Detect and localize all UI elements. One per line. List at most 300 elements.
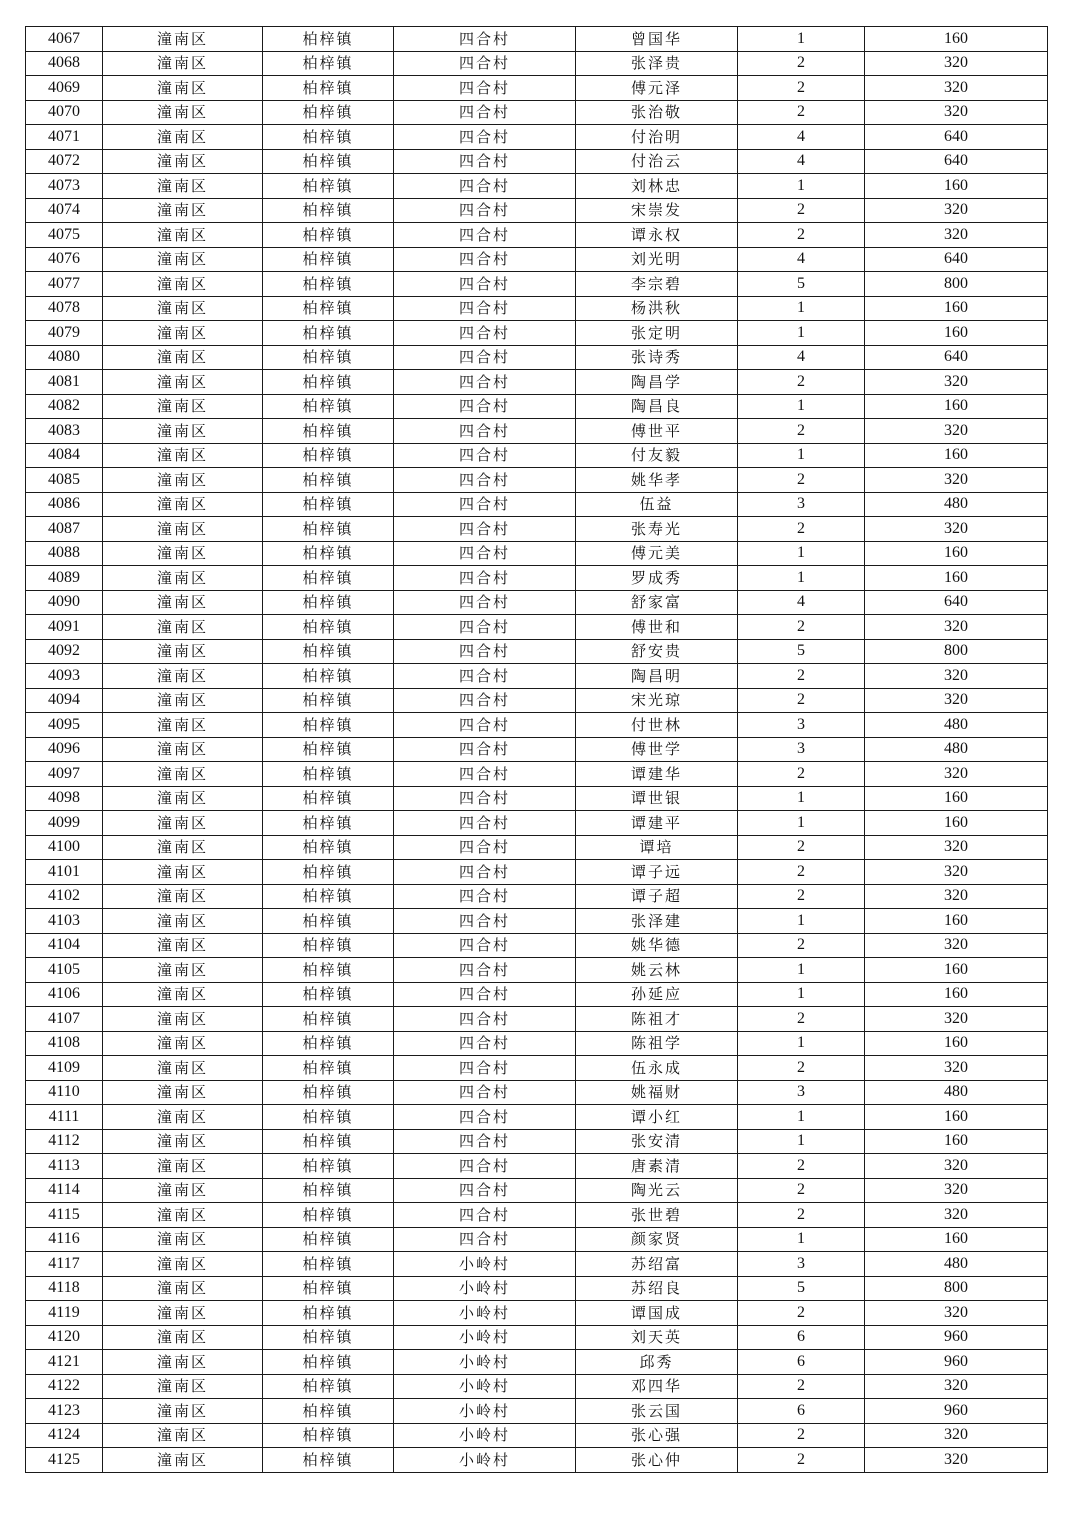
town-cell: 柏梓镇 <box>263 1227 394 1252</box>
district-cell: 潼南区 <box>103 1007 263 1032</box>
count-cell: 2 <box>738 1203 865 1228</box>
row-number-cell: 4112 <box>26 1129 103 1154</box>
village-cell: 小岭村 <box>394 1399 576 1424</box>
count-cell: 2 <box>738 1056 865 1081</box>
count-cell: 4 <box>738 125 865 150</box>
village-cell: 四合村 <box>394 198 576 223</box>
name-cell: 孙延应 <box>576 982 738 1007</box>
table-row <box>26 958 1048 983</box>
row-number-cell: 4102 <box>26 884 103 909</box>
table-row <box>26 737 1048 762</box>
count-cell: 5 <box>738 1276 865 1301</box>
row-number-cell: 4098 <box>26 786 103 811</box>
data-table <box>25 26 1048 1473</box>
name-cell: 傅世和 <box>576 615 738 640</box>
village-cell: 四合村 <box>394 664 576 689</box>
table-row <box>26 884 1048 909</box>
table-row <box>26 1325 1048 1350</box>
town-cell: 柏梓镇 <box>263 541 394 566</box>
amount-cell: 160 <box>865 443 1048 468</box>
row-number-cell: 4114 <box>26 1178 103 1203</box>
district-cell: 潼南区 <box>103 223 263 248</box>
count-cell: 3 <box>738 737 865 762</box>
town-cell: 柏梓镇 <box>263 982 394 1007</box>
name-cell: 舒安贵 <box>576 639 738 664</box>
amount-cell: 800 <box>865 639 1048 664</box>
town-cell: 柏梓镇 <box>263 688 394 713</box>
row-number-cell: 4110 <box>26 1080 103 1105</box>
town-cell: 柏梓镇 <box>263 247 394 272</box>
village-cell: 四合村 <box>394 247 576 272</box>
amount-cell: 320 <box>865 76 1048 101</box>
count-cell: 4 <box>738 590 865 615</box>
name-cell: 谭永权 <box>576 223 738 248</box>
district-cell: 潼南区 <box>103 247 263 272</box>
town-cell: 柏梓镇 <box>263 27 394 52</box>
district-cell: 潼南区 <box>103 664 263 689</box>
table-body <box>26 27 1048 1473</box>
count-cell: 2 <box>738 100 865 125</box>
name-cell: 谭子远 <box>576 860 738 885</box>
table-row <box>26 835 1048 860</box>
name-cell: 陶昌学 <box>576 370 738 395</box>
table-row <box>26 1423 1048 1448</box>
count-cell: 3 <box>738 1080 865 1105</box>
district-cell: 潼南区 <box>103 1031 263 1056</box>
name-cell: 杨洪秋 <box>576 296 738 321</box>
district-cell: 潼南区 <box>103 1056 263 1081</box>
village-cell: 四合村 <box>394 1105 576 1130</box>
name-cell: 苏绍富 <box>576 1252 738 1277</box>
amount-cell: 320 <box>865 664 1048 689</box>
count-cell: 4 <box>738 247 865 272</box>
district-cell: 潼南区 <box>103 1080 263 1105</box>
town-cell: 柏梓镇 <box>263 419 394 444</box>
village-cell: 四合村 <box>394 982 576 1007</box>
town-cell: 柏梓镇 <box>263 51 394 76</box>
district-cell: 潼南区 <box>103 737 263 762</box>
row-number-cell: 4082 <box>26 394 103 419</box>
name-cell: 傅世学 <box>576 737 738 762</box>
name-cell: 姚华德 <box>576 933 738 958</box>
table-row <box>26 198 1048 223</box>
district-cell: 潼南区 <box>103 517 263 542</box>
name-cell: 谭国成 <box>576 1301 738 1326</box>
district-cell: 潼南区 <box>103 1448 263 1473</box>
name-cell: 张云国 <box>576 1399 738 1424</box>
district-cell: 潼南区 <box>103 492 263 517</box>
row-number-cell: 4115 <box>26 1203 103 1228</box>
village-cell: 四合村 <box>394 786 576 811</box>
name-cell: 张治敬 <box>576 100 738 125</box>
village-cell: 四合村 <box>394 688 576 713</box>
town-cell: 柏梓镇 <box>263 76 394 101</box>
count-cell: 2 <box>738 1448 865 1473</box>
name-cell: 张心仲 <box>576 1448 738 1473</box>
village-cell: 四合村 <box>394 566 576 591</box>
district-cell: 潼南区 <box>103 639 263 664</box>
village-cell: 四合村 <box>394 1203 576 1228</box>
town-cell: 柏梓镇 <box>263 737 394 762</box>
village-cell: 小岭村 <box>394 1325 576 1350</box>
count-cell: 1 <box>738 443 865 468</box>
row-number-cell: 4107 <box>26 1007 103 1032</box>
village-cell: 四合村 <box>394 492 576 517</box>
amount-cell: 320 <box>865 1301 1048 1326</box>
row-number-cell: 4097 <box>26 762 103 787</box>
table-row <box>26 590 1048 615</box>
town-cell: 柏梓镇 <box>263 272 394 297</box>
amount-cell: 160 <box>865 174 1048 199</box>
name-cell: 罗成秀 <box>576 566 738 591</box>
count-cell: 3 <box>738 713 865 738</box>
name-cell: 张寿光 <box>576 517 738 542</box>
town-cell: 柏梓镇 <box>263 370 394 395</box>
table-row <box>26 443 1048 468</box>
row-number-cell: 4078 <box>26 296 103 321</box>
table-row <box>26 321 1048 346</box>
town-cell: 柏梓镇 <box>263 1154 394 1179</box>
town-cell: 柏梓镇 <box>263 933 394 958</box>
name-cell: 刘林忠 <box>576 174 738 199</box>
table-row <box>26 566 1048 591</box>
count-cell: 2 <box>738 223 865 248</box>
count-cell: 2 <box>738 860 865 885</box>
table-row <box>26 272 1048 297</box>
village-cell: 四合村 <box>394 223 576 248</box>
amount-cell: 320 <box>865 1056 1048 1081</box>
count-cell: 2 <box>738 1007 865 1032</box>
row-number-cell: 4094 <box>26 688 103 713</box>
district-cell: 潼南区 <box>103 1252 263 1277</box>
town-cell: 柏梓镇 <box>263 1031 394 1056</box>
village-cell: 四合村 <box>394 468 576 493</box>
town-cell: 柏梓镇 <box>263 762 394 787</box>
name-cell: 姚福财 <box>576 1080 738 1105</box>
district-cell: 潼南区 <box>103 909 263 934</box>
row-number-cell: 4122 <box>26 1374 103 1399</box>
amount-cell: 320 <box>865 468 1048 493</box>
row-number-cell: 4109 <box>26 1056 103 1081</box>
count-cell: 5 <box>738 272 865 297</box>
count-cell: 4 <box>738 345 865 370</box>
table-row <box>26 982 1048 1007</box>
amount-cell: 320 <box>865 51 1048 76</box>
amount-cell: 960 <box>865 1399 1048 1424</box>
amount-cell: 160 <box>865 541 1048 566</box>
village-cell: 四合村 <box>394 811 576 836</box>
amount-cell: 480 <box>865 492 1048 517</box>
table-row <box>26 786 1048 811</box>
amount-cell: 320 <box>865 835 1048 860</box>
village-cell: 四合村 <box>394 1178 576 1203</box>
amount-cell: 160 <box>865 1227 1048 1252</box>
town-cell: 柏梓镇 <box>263 223 394 248</box>
district-cell: 潼南区 <box>103 1325 263 1350</box>
table-row <box>26 909 1048 934</box>
amount-cell: 320 <box>865 933 1048 958</box>
table-row <box>26 1031 1048 1056</box>
count-cell: 1 <box>738 174 865 199</box>
table-row <box>26 125 1048 150</box>
village-cell: 小岭村 <box>394 1252 576 1277</box>
amount-cell: 640 <box>865 125 1048 150</box>
row-number-cell: 4085 <box>26 468 103 493</box>
table-row <box>26 51 1048 76</box>
table-row <box>26 517 1048 542</box>
table-row <box>26 1252 1048 1277</box>
town-cell: 柏梓镇 <box>263 1374 394 1399</box>
row-number-cell: 4070 <box>26 100 103 125</box>
table-row <box>26 492 1048 517</box>
name-cell: 张安清 <box>576 1129 738 1154</box>
count-cell: 2 <box>738 933 865 958</box>
town-cell: 柏梓镇 <box>263 125 394 150</box>
district-cell: 潼南区 <box>103 76 263 101</box>
amount-cell: 320 <box>865 1423 1048 1448</box>
district-cell: 潼南区 <box>103 321 263 346</box>
district-cell: 潼南区 <box>103 1276 263 1301</box>
town-cell: 柏梓镇 <box>263 811 394 836</box>
district-cell: 潼南区 <box>103 296 263 321</box>
district-cell: 潼南区 <box>103 125 263 150</box>
count-cell: 1 <box>738 321 865 346</box>
amount-cell: 160 <box>865 394 1048 419</box>
table-row <box>26 1056 1048 1081</box>
town-cell: 柏梓镇 <box>263 394 394 419</box>
count-cell: 1 <box>738 296 865 321</box>
district-cell: 潼南区 <box>103 860 263 885</box>
name-cell: 宋崇发 <box>576 198 738 223</box>
town-cell: 柏梓镇 <box>263 835 394 860</box>
town-cell: 柏梓镇 <box>263 786 394 811</box>
district-cell: 潼南区 <box>103 933 263 958</box>
count-cell: 2 <box>738 517 865 542</box>
name-cell: 邓四华 <box>576 1374 738 1399</box>
village-cell: 四合村 <box>394 1129 576 1154</box>
name-cell: 李宗碧 <box>576 272 738 297</box>
row-number-cell: 4124 <box>26 1423 103 1448</box>
table-row <box>26 468 1048 493</box>
table-row <box>26 370 1048 395</box>
town-cell: 柏梓镇 <box>263 1178 394 1203</box>
amount-cell: 160 <box>865 958 1048 983</box>
name-cell: 张世碧 <box>576 1203 738 1228</box>
town-cell: 柏梓镇 <box>263 468 394 493</box>
count-cell: 6 <box>738 1399 865 1424</box>
name-cell: 张泽贵 <box>576 51 738 76</box>
town-cell: 柏梓镇 <box>263 590 394 615</box>
row-number-cell: 4095 <box>26 713 103 738</box>
table-row <box>26 223 1048 248</box>
town-cell: 柏梓镇 <box>263 1203 394 1228</box>
town-cell: 柏梓镇 <box>263 1007 394 1032</box>
count-cell: 6 <box>738 1350 865 1375</box>
town-cell: 柏梓镇 <box>263 1301 394 1326</box>
row-number-cell: 4081 <box>26 370 103 395</box>
row-number-cell: 4100 <box>26 835 103 860</box>
row-number-cell: 4119 <box>26 1301 103 1326</box>
district-cell: 潼南区 <box>103 884 263 909</box>
name-cell: 伍益 <box>576 492 738 517</box>
name-cell: 苏绍良 <box>576 1276 738 1301</box>
district-cell: 潼南区 <box>103 51 263 76</box>
name-cell: 付治明 <box>576 125 738 150</box>
district-cell: 潼南区 <box>103 1129 263 1154</box>
village-cell: 四合村 <box>394 394 576 419</box>
name-cell: 谭建平 <box>576 811 738 836</box>
name-cell: 宋光琼 <box>576 688 738 713</box>
village-cell: 四合村 <box>394 345 576 370</box>
town-cell: 柏梓镇 <box>263 639 394 664</box>
count-cell: 1 <box>738 982 865 1007</box>
name-cell: 谭培 <box>576 835 738 860</box>
village-cell: 四合村 <box>394 443 576 468</box>
name-cell: 傅世平 <box>576 419 738 444</box>
district-cell: 潼南区 <box>103 762 263 787</box>
village-cell: 四合村 <box>394 321 576 346</box>
count-cell: 2 <box>738 664 865 689</box>
count-cell: 1 <box>738 566 865 591</box>
row-number-cell: 4121 <box>26 1350 103 1375</box>
row-number-cell: 4086 <box>26 492 103 517</box>
district-cell: 潼南区 <box>103 958 263 983</box>
table-row <box>26 1007 1048 1032</box>
town-cell: 柏梓镇 <box>263 517 394 542</box>
name-cell: 谭小红 <box>576 1105 738 1130</box>
table-row <box>26 394 1048 419</box>
count-cell: 2 <box>738 1374 865 1399</box>
amount-cell: 320 <box>865 1154 1048 1179</box>
table-row <box>26 664 1048 689</box>
count-cell: 2 <box>738 1423 865 1448</box>
village-cell: 四合村 <box>394 174 576 199</box>
count-cell: 2 <box>738 76 865 101</box>
table-row <box>26 1350 1048 1375</box>
village-cell: 四合村 <box>394 762 576 787</box>
table-row <box>26 296 1048 321</box>
table-row <box>26 76 1048 101</box>
village-cell: 四合村 <box>394 1154 576 1179</box>
village-cell: 四合村 <box>394 1056 576 1081</box>
row-number-cell: 4096 <box>26 737 103 762</box>
district-cell: 潼南区 <box>103 1105 263 1130</box>
village-cell: 四合村 <box>394 27 576 52</box>
district-cell: 潼南区 <box>103 174 263 199</box>
amount-cell: 320 <box>865 198 1048 223</box>
name-cell: 傅元美 <box>576 541 738 566</box>
town-cell: 柏梓镇 <box>263 1325 394 1350</box>
amount-cell: 320 <box>865 1448 1048 1473</box>
count-cell: 2 <box>738 1178 865 1203</box>
name-cell: 陈祖学 <box>576 1031 738 1056</box>
district-cell: 潼南区 <box>103 149 263 174</box>
district-cell: 潼南区 <box>103 982 263 1007</box>
amount-cell: 640 <box>865 247 1048 272</box>
village-cell: 四合村 <box>394 1031 576 1056</box>
table-row <box>26 615 1048 640</box>
table-row <box>26 1203 1048 1228</box>
count-cell: 2 <box>738 884 865 909</box>
district-cell: 潼南区 <box>103 370 263 395</box>
amount-cell: 960 <box>865 1350 1048 1375</box>
count-cell: 4 <box>738 149 865 174</box>
amount-cell: 800 <box>865 1276 1048 1301</box>
row-number-cell: 4118 <box>26 1276 103 1301</box>
row-number-cell: 4125 <box>26 1448 103 1473</box>
table-row <box>26 860 1048 885</box>
count-cell: 2 <box>738 468 865 493</box>
village-cell: 四合村 <box>394 909 576 934</box>
count-cell: 1 <box>738 811 865 836</box>
district-cell: 潼南区 <box>103 443 263 468</box>
amount-cell: 640 <box>865 345 1048 370</box>
row-number-cell: 4077 <box>26 272 103 297</box>
name-cell: 谭子超 <box>576 884 738 909</box>
name-cell: 伍永成 <box>576 1056 738 1081</box>
table-row <box>26 639 1048 664</box>
row-number-cell: 4075 <box>26 223 103 248</box>
amount-cell: 160 <box>865 982 1048 1007</box>
amount-cell: 320 <box>865 1374 1048 1399</box>
table-row <box>26 149 1048 174</box>
name-cell: 陶昌明 <box>576 664 738 689</box>
count-cell: 1 <box>738 27 865 52</box>
count-cell: 2 <box>738 370 865 395</box>
district-cell: 潼南区 <box>103 541 263 566</box>
amount-cell: 320 <box>865 517 1048 542</box>
name-cell: 曾国华 <box>576 27 738 52</box>
amount-cell: 320 <box>865 688 1048 713</box>
district-cell: 潼南区 <box>103 1374 263 1399</box>
count-cell: 2 <box>738 51 865 76</box>
district-cell: 潼南区 <box>103 1350 263 1375</box>
count-cell: 1 <box>738 1105 865 1130</box>
district-cell: 潼南区 <box>103 713 263 738</box>
village-cell: 四合村 <box>394 590 576 615</box>
district-cell: 潼南区 <box>103 615 263 640</box>
district-cell: 潼南区 <box>103 468 263 493</box>
town-cell: 柏梓镇 <box>263 860 394 885</box>
row-number-cell: 4099 <box>26 811 103 836</box>
row-number-cell: 4084 <box>26 443 103 468</box>
count-cell: 5 <box>738 639 865 664</box>
row-number-cell: 4113 <box>26 1154 103 1179</box>
row-number-cell: 4117 <box>26 1252 103 1277</box>
name-cell: 陈祖才 <box>576 1007 738 1032</box>
village-cell: 四合村 <box>394 125 576 150</box>
row-number-cell: 4074 <box>26 198 103 223</box>
town-cell: 柏梓镇 <box>263 1080 394 1105</box>
district-cell: 潼南区 <box>103 27 263 52</box>
village-cell: 四合村 <box>394 51 576 76</box>
village-cell: 四合村 <box>394 100 576 125</box>
count-cell: 2 <box>738 198 865 223</box>
name-cell: 谭世银 <box>576 786 738 811</box>
town-cell: 柏梓镇 <box>263 296 394 321</box>
village-cell: 小岭村 <box>394 1374 576 1399</box>
row-number-cell: 4101 <box>26 860 103 885</box>
table-row <box>26 1080 1048 1105</box>
table-row <box>26 1227 1048 1252</box>
amount-cell: 320 <box>865 762 1048 787</box>
table-row <box>26 27 1048 52</box>
table-row <box>26 100 1048 125</box>
village-cell: 四合村 <box>394 639 576 664</box>
village-cell: 小岭村 <box>394 1423 576 1448</box>
amount-cell: 800 <box>865 272 1048 297</box>
row-number-cell: 4090 <box>26 590 103 615</box>
